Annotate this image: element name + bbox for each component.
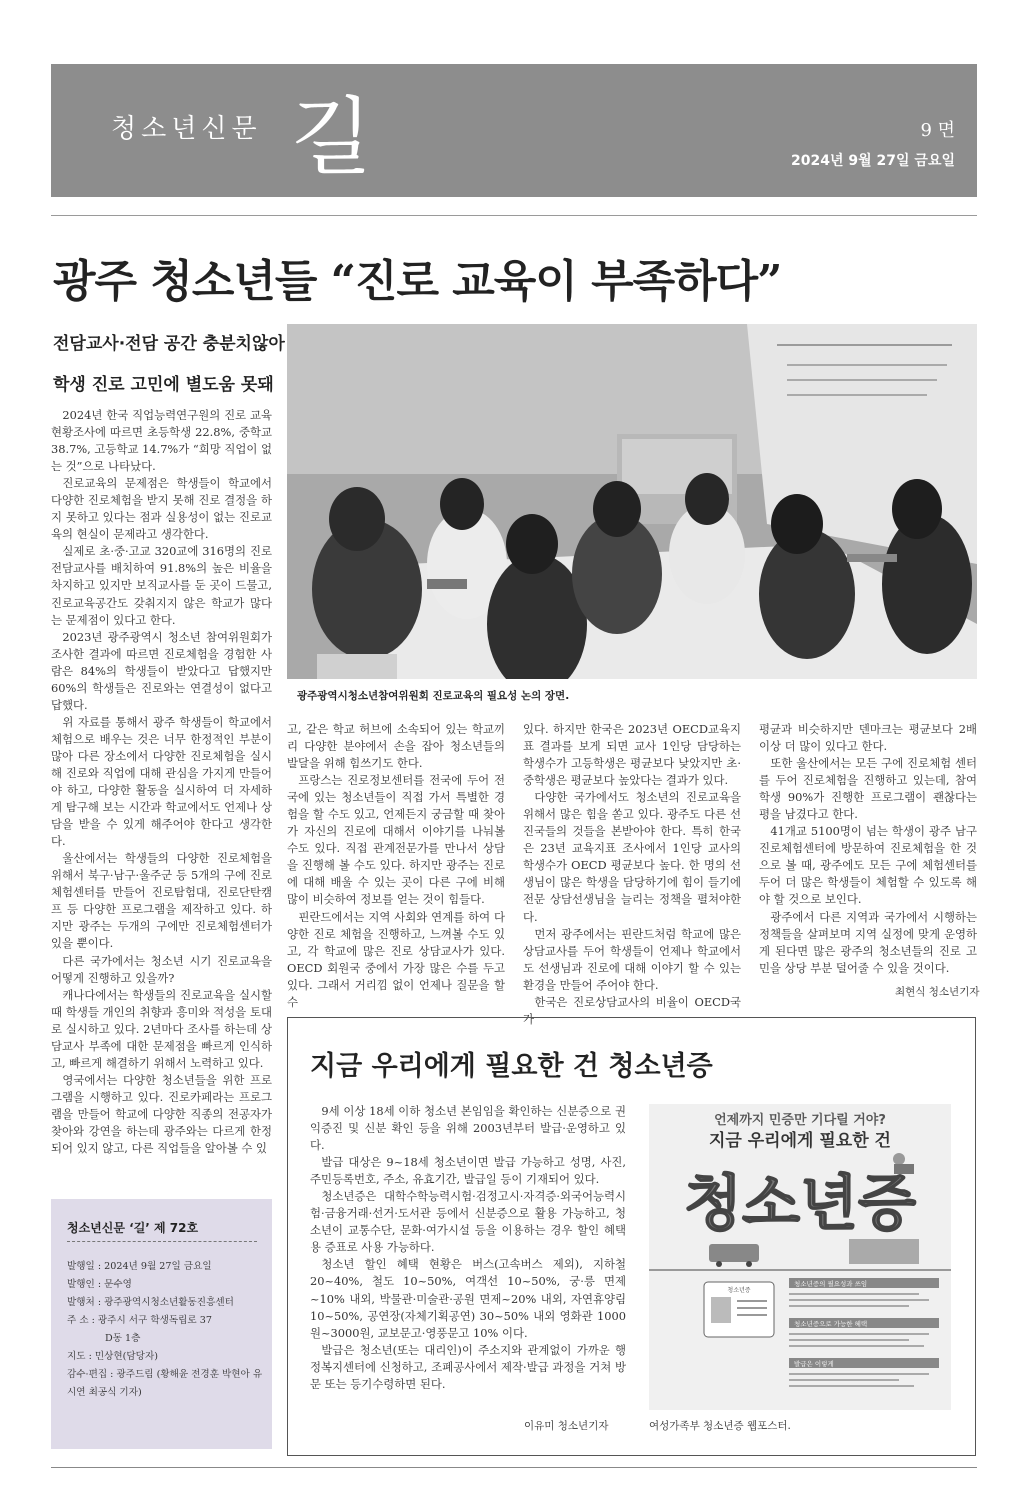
poster-line-1: 언제까지 민증만 기다릴 거야? (714, 1113, 886, 1128)
paragraph: 또한 울산에서는 모든 구에 진로체험 센터를 두어 진로체험을 진행하고 있는데, 참여 학생 90%가 진행한 프로그램이 괜찮다는 평을 남겼다고 한다. (759, 756, 977, 822)
article-column-3 (523, 721, 741, 1028)
subhead-1: 전담교사·전담 공간 충분치않아 (53, 334, 285, 354)
poster-caption: 여성가족부 청소년증 웹포스터. (649, 1420, 791, 1432)
paragraph: 청소년증은 대학수학능력시험·검정고시·자격증·외국어능력시험·금융거래·선거·도서관 등에서 신분증으로 활용 가능하고, 청소년이 교통수단, 문화·여가시설 등을 이용하는 경우 할인 혜택용 증표로 사용 가능하다. (310, 1189, 627, 1255)
top-divider (51, 215, 977, 216)
meeting-photo-illustration (287, 324, 977, 679)
id-card-label: 청소년증 (727, 1287, 751, 1294)
youth-id-poster (649, 1104, 951, 1410)
issue-date: 2024년 9월 27일 금요일 (791, 153, 955, 169)
newspaper-name: 청소년신문 (111, 114, 262, 144)
poster-big-title: 청소년증 (684, 1169, 916, 1239)
paragraph: 고, 같은 학교 허브에 소속되어 있는 학교끼리 다양한 분야에서 손을 잡아 청소년들의 발달을 위해 힘쓰기도 한다. (287, 722, 505, 771)
paragraph: 영국에서는 다양한 청소년들을 위한 프로그램을 시행하고 있다. 진로카페라는 프로그램을 만들어 학교에 다양한 직종의 전공자가 찾아와 강연을 하는데 광주와는 다르게 한정되어 있지 않고, 다른 직업들을 알아볼 수 있 (51, 1072, 272, 1156)
poster-section-3: 발급은 이렇게 (794, 1360, 834, 1368)
paragraph: 캐나다에서는 학생들의 진로교육을 실시할 때 학생들 개인의 취향과 흥미와 적성을 토대로 실시하고 있다. 2년마다 조사를 하는데 상담교사 부족에 대한 문제점을 빠르게 인식하고, 빠르게 해결하기 위해서 노력하고 있다. (51, 987, 272, 1070)
paragraph: 울산에서는 학생들의 다양한 진로체험을 위해서 북구·남구·울주군 등 5개의 구에 진로체험센터를 만들어 진로탐험대, 진로단탄캠프 등 다양한 프로그램을 제작하고 있다. 하지만 광주는 두개의 구에만 진로체험센터가 있을 뿐이다. (51, 851, 272, 951)
bottom-divider (51, 1467, 977, 1468)
paragraph: 핀란드에서는 지역 사회와 연계를 하여 다양한 진로 체험을 진행하고, 느껴볼 수도 있고, 각 학교에 많은 진로 상담교사가 있다. OECD 회원국 중에서 가장 많은 수를 두고 있다. 그래서 거리낌 없이 언제나 질문을 할 수 (287, 909, 505, 1009)
paragraph: 41개교 5100명이 넘는 학생이 광주 남구 진로체험센터에 방문하여 진로체험을 한 것으로 볼 때, 광주에도 모든 구에 체험센터를 두어 더 많은 학생들이 체험할 수 있도록 해야 할 것으로 보인다. (759, 824, 977, 907)
article-photo (287, 324, 977, 679)
paragraph: 9세 이상 18세 이하 청소년 본임임을 확인하는 신분증으로 권익증진 및 신분 확인 등을 위해 2003년부터 발급·운영하고 있다. (310, 1104, 626, 1153)
paragraph: 실제로 초·중·고교 320교에 316명의 진로전담교사를 배치하여 91.8%의 높은 비율을 차지하고 있지만 보직교사를 둔 곳이 드물고, 진로교육공간도 갖춰지지 않은 학교가 많다는 문제점이 있다고 한다. (51, 544, 272, 627)
paragraph: 위 자료를 통해서 광주 학생들이 학교에서 체험으로 배우는 것은 너무 한정적인 부분이 많아 다른 장소에서 다양한 진로체험을 실시해 진로와 직업에 대해 관심을 가지게 만들어야 하고, 다양한 활동을 실시하여 더 자세하게 탐구해 보는 시간과 학교에서도 언제나 상담을 받을 수 있게 해주어야 한다고 생각한다. (51, 714, 272, 849)
issue-info-box (51, 1199, 272, 1449)
paragraph: 있다. 하지만 한국은 2023년 OECD교육지표 결과를 보게 되면 교사 1인당 담당하는 학생수가 고등학생은 평균보다 낮았지만 초·중학생은 평균보다 높았다는 결과가 있다. (523, 722, 741, 788)
poster-section-2: 청소년증으로 가능한 혜택 (794, 1320, 868, 1328)
paragraph: 발급은 청소년(또는 대리인)이 주소지와 관계없이 가까운 행정복지센터에 신청하고, 조폐공사에서 제작·발급 과정을 거쳐 방문 또는 등기수령하면 된다. (310, 1342, 626, 1391)
poster-section-1: 청소년증의 필요성과 쓰임 (794, 1280, 868, 1288)
page-number: 9 면 (920, 120, 955, 141)
paragraph: 진로교육의 문제점은 학생들이 학교에서 다양한 진로체험을 받지 못해 진로 결정을 하지 못하고 있다는 점과 실용성이 없는 진로교육의 현실이 문제라고 생각한다. (51, 476, 272, 542)
sidebar-article-byline: 이유미 청소년기자 (524, 1420, 609, 1432)
sidebar-article-text (310, 1103, 626, 1393)
subhead-2: 학생 진로 고민에 별도움 못돼 (53, 375, 274, 395)
paragraph: 프랑스는 진로정보센터를 전국에 두어 전국에 있는 청소년들이 직접 가서 특별한 경험을 할 수도 있고, 언제든지 궁금할 때 찾아가 자신의 진로에 대해서 이야기를 나눠볼 수도 있다. 직접 관계전문가를 만나서 상담을 진행해 볼 수도 있다. 하지만 광주는 진로에 대해 배울 수 있는 곳이 다른 구에 비해 많이 비슷하여 정보를 얻는 것이 힘들다. (287, 773, 505, 907)
info-line: 감수·편집 : 광주드림 (황해윤 전경훈 박현아 유시연 최공식 기자) (67, 1369, 263, 1398)
issue-info-title: 청소년신문 ‘길’ 제 72호 (67, 1221, 199, 1235)
newspaper-logo: 길 (291, 88, 373, 186)
issue-info-lines (67, 1258, 263, 1402)
bus-icon (709, 1244, 759, 1262)
paragraph: 2023년 광주광역시 청소년 참여위원회가 조사한 결과에 따르면 진로체험을 경험한 사람은 84%의 학생들이 받았다고 답했지만 60%의 학생들은 진로와는 연결성이 없다고 답했다. (51, 629, 272, 712)
paragraph: 다른 국가에서는 청소년 시기 진로교육을 어떻게 진행하고 있을까? (51, 953, 272, 985)
paragraph: 평균과 비슷하지만 덴마크는 평균보다 2배 이상 더 많이 있다고 한다. (759, 722, 977, 754)
paragraph: 광주에서 다른 지역과 국가에서 시행하는 정책들을 살펴보며 지역 실정에 맞게 운영하게 된다면 많은 광주의 청소년들의 진로 고민을 상당 부분 덜어줄 수 있을 것이다. (759, 909, 977, 975)
paragraph: 2024년 한국 직업능력연구원의 진로 교육 현황조사에 따르면 초등학생 22.8%, 중학교 38.7%, 고등학교 14.7%가 “희망 직업이 없는 것”으로 나타났다. (51, 408, 272, 474)
paragraph: 다양한 국가에서도 청소년의 진로교육을 위해서 많은 힘을 쏟고 있다. 광주도 다른 선진국들의 것들을 본받아야 한다. 특히 한국은 23년 교육지표 조사에서 1인당 교사의 학생수가 OECD 평균보다 높다. 한 명의 선생님이 많은 학생을 담당하기에 힘이 들기에 전문 상담선생님을 늘리는 정책을 펼쳐야한다. (523, 790, 741, 924)
paragraph: 먼저 광주에서는 핀란드처럼 학교에 많은 상담교사를 두어 학생들이 언제나 학교에서도 선생님과 진로에 대해 이야기 할 수 있는 환경을 만들어 주어야 한다. (523, 926, 741, 992)
poster-illustration (649, 1104, 951, 1410)
poster-line-2: 지금 우리에게 필요한 건 (709, 1131, 891, 1151)
info-line: 발행처 : 광주광역시청소년활동진흥센터 (67, 1297, 234, 1308)
headline: 광주 청소년들 “진로 교육이 부족하다” (53, 256, 782, 307)
info-line: 주 소 : 광주시 서구 학생독립로 37 (67, 1315, 212, 1326)
article-byline: 최현식 청소년기자 (895, 986, 980, 998)
masthead (51, 64, 977, 197)
article-column-4 (759, 721, 977, 977)
article-column-1 (51, 407, 272, 1157)
sidebar-article-title: 지금 우리에게 필요한 건 청소년증 (310, 1051, 713, 1082)
info-line: D동 1층 (105, 1333, 141, 1344)
paragraph: 청소년 할인 혜택 현황은 버스(고속버스 제외), 지하철 20~40%, 철도 10~50%, 여객선 10~50%, 궁·릉 면제~10% 내외, 박물관·미술관·공원 면제~20% 내외, 자연휴양림 10~50%, 공연장(자체기획공연) 30~50% 내외 영화관 1000원~3000원, 교보문고·영풍문고 10% 이다. (310, 1257, 626, 1340)
dashed-divider (67, 1241, 257, 1242)
photo-caption: 광주광역시청소년참여위원회 진로교육의 필요성 논의 장면. (297, 690, 570, 702)
train-icon (849, 1239, 919, 1264)
info-line: 발행인 : 문수영 (67, 1279, 132, 1290)
info-line: 발행일 : 2024년 9월 27일 금요일 (67, 1261, 212, 1272)
info-line: 지도 : 민상현(담당자) (67, 1351, 158, 1362)
sidebar-article-box (287, 1017, 976, 1456)
paragraph: 발급 대상은 9~18세 청소년이면 발급 가능하고 성명, 사진, 주민등록번호, 주소, 유효기간, 발급일 등이 기재되어 있다. (310, 1155, 626, 1187)
article-column-2 (287, 721, 505, 1011)
paragraph: 한국은 진로상담교사의 비율이 OECD국가 (523, 994, 741, 1026)
